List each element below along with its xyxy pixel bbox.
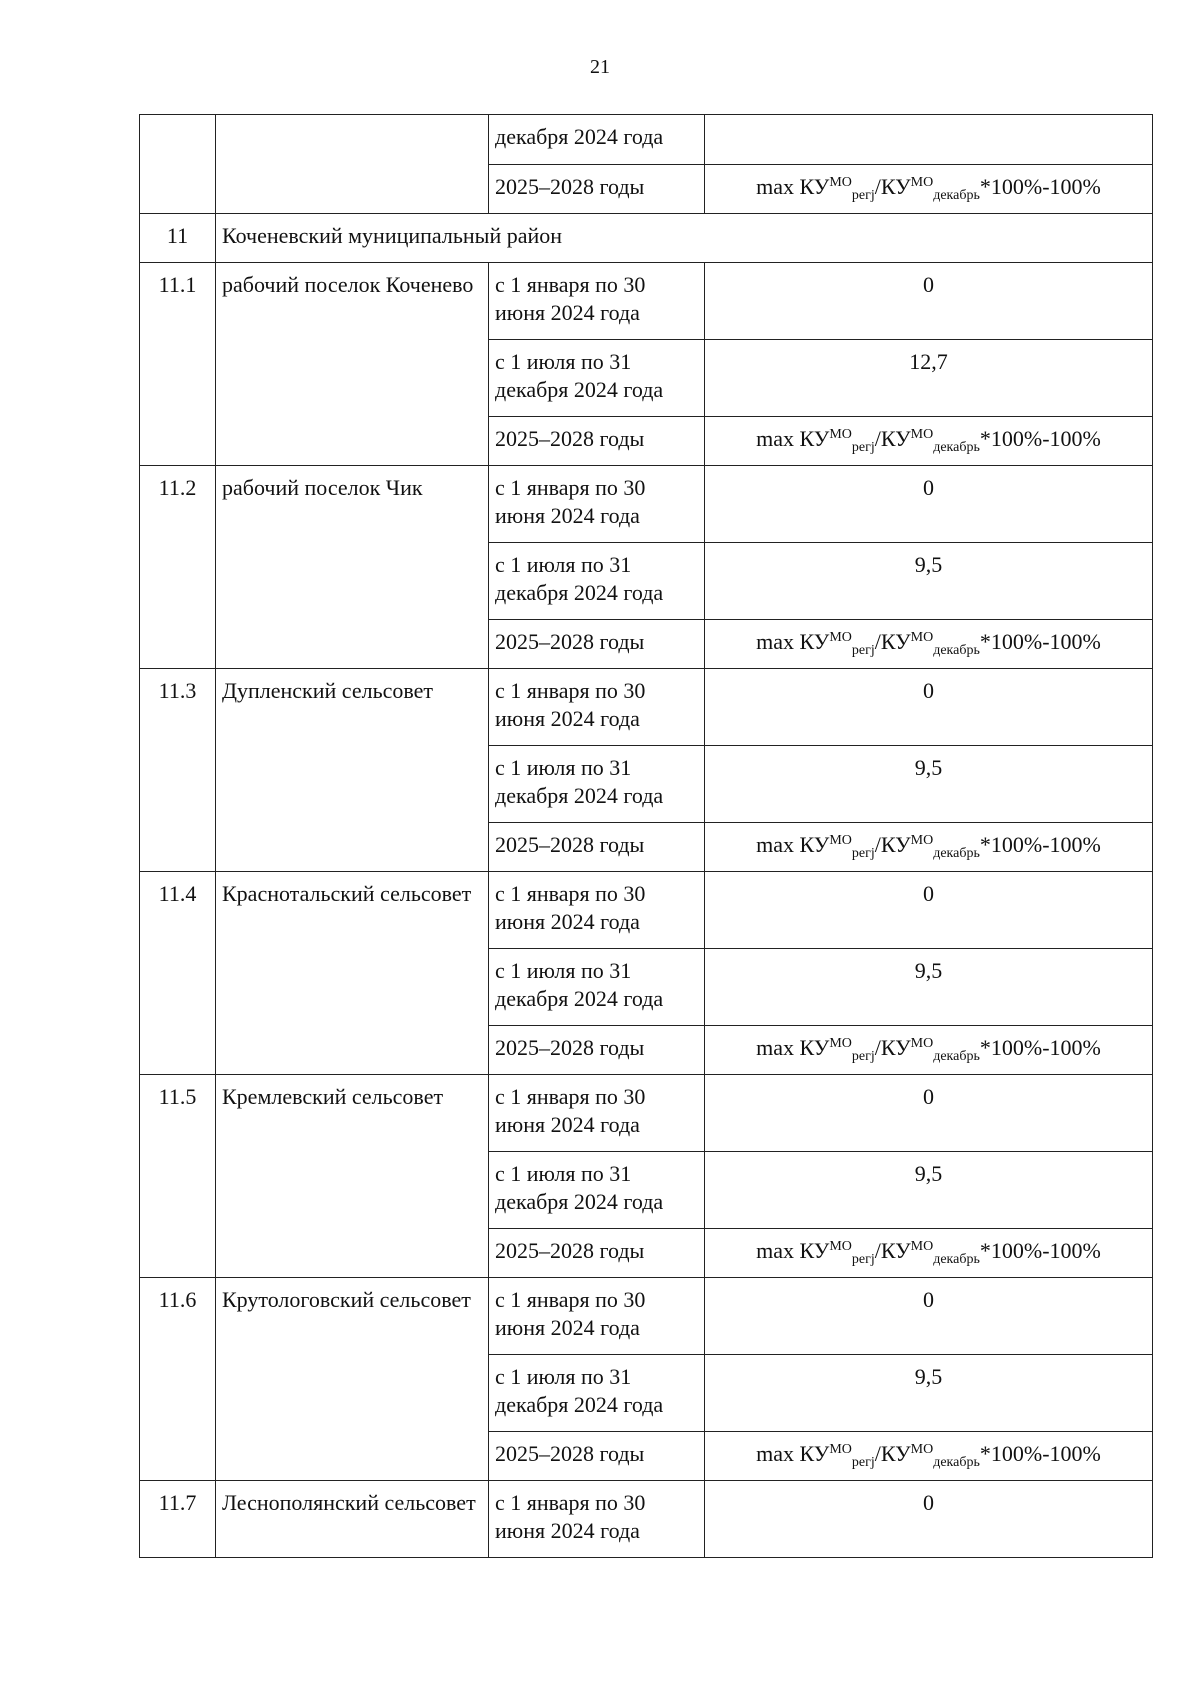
formula-prefix: max КУ [756,426,830,451]
formula-sub: регj [851,643,875,658]
period-cell: 2025–2028 годы [489,1229,705,1278]
formula-suffix: *100%-100% [979,629,1101,654]
formula-sup: МО [829,630,852,645]
settlement-name: Краснотальский сельсовет [216,872,489,1075]
district-row [140,214,1153,263]
period-cell: 2025–2028 годы [489,165,705,214]
value-cell: 9,5 [705,543,1153,620]
period-cell: с 1 июля по 31 декабря 2024 года [489,340,705,417]
period-cell: декабря 2024 года [489,115,705,165]
formula-sup: МО [829,175,852,190]
value-cell: 9,5 [705,746,1153,823]
formula-suffix: *100%-100% [979,1035,1101,1060]
formula-cell [705,620,1153,669]
period-cell: с 1 января по 30 июня 2024 года [489,1278,705,1355]
table-row [140,1075,1153,1152]
row-number: 11.1 [140,263,216,466]
value-cell [705,115,1153,165]
formula-sub: регj [851,1049,875,1064]
period-cell: 2025–2028 годы [489,417,705,466]
period-cell: с 1 января по 30 июня 2024 года [489,1075,705,1152]
formula-suffix: *100%-100% [979,832,1101,857]
formula-suffix: *100%-100% [979,1238,1101,1263]
formula-sub: декабрь [933,440,980,455]
formula-suffix: *100%-100% [979,174,1101,199]
period-cell: 2025–2028 годы [489,1432,705,1481]
formula-sup: МО [829,1036,852,1051]
value-cell: 0 [705,1075,1153,1152]
value-cell: 9,5 [705,949,1153,1026]
formula-mid: /КУ [874,832,911,857]
period-cell: с 1 июля по 31 декабря 2024 года [489,543,705,620]
formula-sub: декабрь [933,188,980,203]
value-cell: 9,5 [705,1355,1153,1432]
formula-cell [705,1432,1153,1481]
row-number: 11.4 [140,872,216,1075]
formula-cell [705,417,1153,466]
formula-sup: МО [910,833,934,848]
period-cell: с 1 января по 30 июня 2024 года [489,466,705,543]
formula-sup: МО [910,1036,934,1051]
settlement-name: Кремлевский сельсовет [216,1075,489,1278]
formula-sub: регj [851,440,875,455]
value-cell: 12,7 [705,340,1153,417]
formula-cell [705,823,1153,872]
num-cell [140,115,216,214]
period-cell: с 1 января по 30 июня 2024 года [489,1481,705,1558]
formula-sub: декабрь [933,846,980,861]
value-cell: 0 [705,1481,1153,1558]
value-cell: 9,5 [705,1152,1153,1229]
value-cell: 0 [705,872,1153,949]
formula-mid: /КУ [874,1238,911,1263]
formula-prefix: max КУ [756,1441,830,1466]
formula-prefix: max КУ [756,1238,830,1263]
period-cell: с 1 июля по 31 декабря 2024 года [489,1355,705,1432]
formula-sub: декабрь [933,1049,980,1064]
formula-mid: /КУ [874,1035,911,1060]
formula-sub: декабрь [933,1252,980,1267]
formula-prefix: max КУ [756,629,830,654]
period-cell: 2025–2028 годы [489,620,705,669]
period-cell: с 1 июля по 31 декабря 2024 года [489,746,705,823]
formula-sub: декабрь [933,643,980,658]
continuation-row [140,115,1153,165]
formula-mid: /КУ [874,426,911,451]
settlement-name: рабочий поселок Коченево [216,263,489,466]
formula-sup: МО [910,1442,934,1457]
value-cell: 0 [705,1278,1153,1355]
row-number: 11.7 [140,1481,216,1558]
formula-sup: МО [829,427,852,442]
formula-sup: МО [910,1239,934,1254]
district-name: Коченевский муниципальный район [216,214,1153,263]
period-cell: с 1 июля по 31 декабря 2024 года [489,949,705,1026]
formula-sub: регj [851,846,875,861]
formula-prefix: max КУ [756,832,830,857]
name-cell [216,115,489,214]
period-cell: с 1 июля по 31 декабря 2024 года [489,1152,705,1229]
table-row [140,1278,1153,1355]
formula-sup: МО [910,427,934,442]
formula-sup: МО [829,1442,852,1457]
formula-sup: МО [910,630,934,645]
page-number: 21 [590,56,610,78]
formula-prefix: max КУ [756,1035,830,1060]
settlement-name: Дупленский сельсовет [216,669,489,872]
formula-sub: регj [851,1455,875,1470]
table-row [140,466,1153,543]
period-cell: с 1 января по 30 июня 2024 года [489,263,705,340]
value-cell: 0 [705,263,1153,340]
formula-mid: /КУ [874,629,911,654]
row-number: 11.2 [140,466,216,669]
formula-sup: МО [829,1239,852,1254]
formula-sup: МО [910,175,934,190]
formula-sup: МО [829,833,852,848]
row-number: 11.6 [140,1278,216,1481]
formula-suffix: *100%-100% [979,1441,1101,1466]
rates-table [139,114,1153,1558]
row-number: 11.3 [140,669,216,872]
table-row [140,1481,1153,1558]
formula-prefix: max КУ [756,174,830,199]
period-cell: с 1 января по 30 июня 2024 года [489,669,705,746]
formula-suffix: *100%-100% [979,426,1101,451]
district-number: 11 [140,214,216,263]
period-cell: 2025–2028 годы [489,823,705,872]
table-row [140,669,1153,746]
table-row [140,263,1153,340]
settlement-name: Леснополянский сельсовет [216,1481,489,1558]
value-cell: 0 [705,669,1153,746]
row-number: 11.5 [140,1075,216,1278]
period-cell: с 1 января по 30 июня 2024 года [489,872,705,949]
settlement-name: Крутологовский сельсовет [216,1278,489,1481]
formula-sub: декабрь [933,1455,980,1470]
formula-mid: /КУ [874,174,911,199]
formula-sub: регj [851,1252,875,1267]
formula-cell [705,1229,1153,1278]
table-row [140,872,1153,949]
formula-cell [705,165,1153,214]
settlement-name: рабочий поселок Чик [216,466,489,669]
formula-mid: /КУ [874,1441,911,1466]
period-cell: 2025–2028 годы [489,1026,705,1075]
formula-sub: регj [851,188,875,203]
formula-cell [705,1026,1153,1075]
value-cell: 0 [705,466,1153,543]
